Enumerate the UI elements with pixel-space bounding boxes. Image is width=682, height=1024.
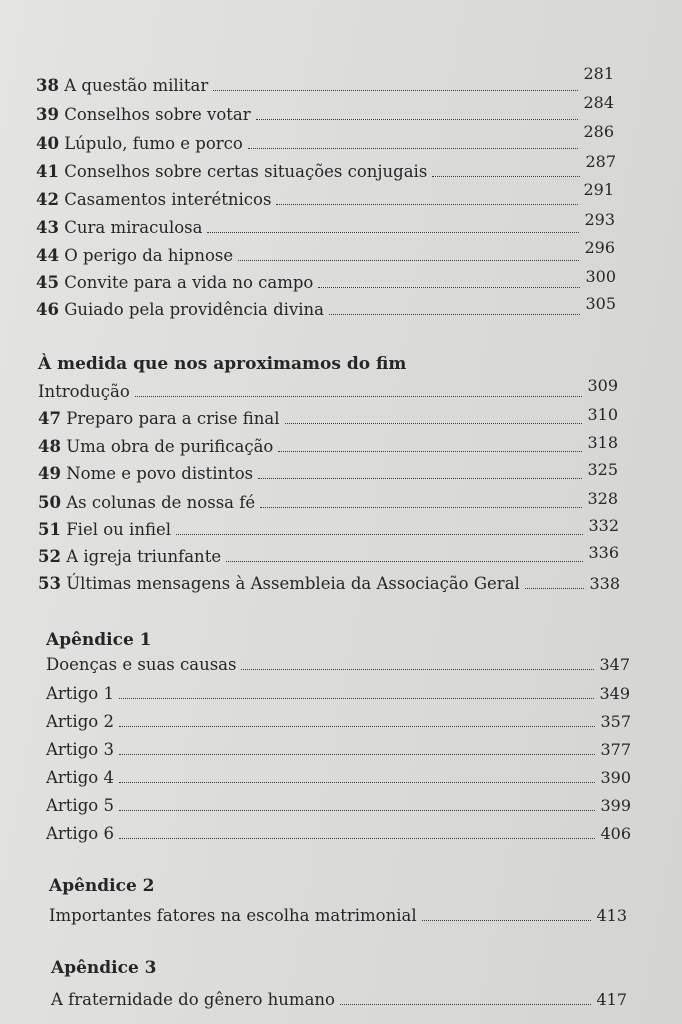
appendix-entry-title: Doenças e suas causas <box>46 655 237 674</box>
page-number: 406 <box>600 824 631 843</box>
appendix-entry-title: Artigo 3 <box>46 740 114 759</box>
toc-entry <box>36 267 616 293</box>
chapter-number: 42 <box>36 190 59 209</box>
dot-leader <box>340 1004 591 1005</box>
dot-leader <box>119 838 596 839</box>
chapter-number: 47 <box>38 409 61 428</box>
chapter-number: 52 <box>38 547 61 566</box>
chapter-title: A igreja triunfante <box>66 547 222 566</box>
chapter-number: 48 <box>38 437 61 456</box>
dot-leader <box>119 754 596 755</box>
dot-leader <box>276 204 578 205</box>
toc-entry <box>36 122 614 154</box>
toc-entry <box>38 518 619 540</box>
toc-entry-label <box>36 218 202 238</box>
dot-leader <box>278 451 582 452</box>
appendix-entry-title: Artigo 1 <box>46 684 114 703</box>
section-heading: À medida que nos aproximamos do fim <box>38 354 407 374</box>
toc-entry-label <box>38 493 255 513</box>
dot-leader <box>226 561 583 562</box>
dot-leader <box>135 396 583 397</box>
chapter-number: 38 <box>36 76 59 95</box>
chapter-title: O perigo da hipnose <box>64 246 234 265</box>
appendix-heading: Apêndice 3 <box>51 958 157 978</box>
toc-entry <box>36 294 616 320</box>
page-number: 347 <box>599 655 630 674</box>
toc-entry <box>51 988 627 1010</box>
page-number: 287 <box>585 152 616 171</box>
chapter-number: 44 <box>36 246 59 265</box>
dot-leader <box>260 507 582 508</box>
toc-entry-label <box>36 134 243 154</box>
page-number: 325 <box>587 460 618 479</box>
page-number: 390 <box>600 768 631 787</box>
dot-leader <box>258 478 582 479</box>
page-number: 399 <box>600 796 631 815</box>
chapter-title: Lúpulo, fumo e porco <box>64 134 243 153</box>
dot-leader <box>119 782 596 783</box>
page-number: 336 <box>588 543 619 562</box>
dot-leader <box>119 810 596 811</box>
page-number: 305 <box>585 294 616 313</box>
toc-entry-label <box>38 547 221 567</box>
page-number: 300 <box>585 267 616 286</box>
toc-entry <box>38 572 620 594</box>
toc-entry <box>36 210 615 238</box>
page-number: 332 <box>588 516 619 535</box>
toc-entry <box>36 152 616 182</box>
chapter-title: Uma obra de purificação <box>66 437 274 456</box>
dot-leader <box>241 669 594 670</box>
dot-leader <box>318 287 580 288</box>
toc-entry <box>38 491 618 513</box>
page-number: 377 <box>600 740 631 759</box>
toc-entry-label <box>38 437 273 457</box>
dot-leader <box>285 423 583 424</box>
toc-entry <box>38 462 618 484</box>
toc-entry-label <box>38 382 130 402</box>
dot-leader <box>213 90 578 91</box>
toc-entry-label <box>38 464 253 484</box>
dot-leader <box>119 726 596 727</box>
toc-entry <box>36 238 615 266</box>
appendix-entry-title: Artigo 6 <box>46 824 114 843</box>
toc-entry <box>36 64 614 96</box>
chapter-title: Cura miraculosa <box>64 218 203 237</box>
toc-entry <box>38 435 618 457</box>
page-number: 349 <box>599 684 630 703</box>
dot-leader <box>432 176 580 177</box>
chapter-number: 49 <box>38 464 61 483</box>
chapter-title: Convite para a vida no campo <box>64 273 314 292</box>
dot-leader <box>119 698 595 699</box>
toc-entry <box>46 710 631 732</box>
appendix-entry-title: Artigo 4 <box>46 768 114 787</box>
chapter-number: 45 <box>36 273 59 292</box>
chapter-title: Casamentos interétnicos <box>64 190 272 209</box>
dot-leader <box>176 534 583 535</box>
toc-entry-label <box>36 162 427 182</box>
chapter-title: Guiado pela providência divina <box>64 300 325 319</box>
page-number: 357 <box>600 712 631 731</box>
dot-leader <box>422 920 592 921</box>
page-number: 296 <box>584 238 615 257</box>
toc-entry-label <box>36 105 251 125</box>
dot-leader <box>525 588 585 589</box>
appendix-entry-title: Artigo 2 <box>46 712 114 731</box>
appendix-entry-title: Artigo 5 <box>46 796 114 815</box>
chapter-number: 40 <box>36 134 59 153</box>
toc-entry <box>46 653 630 675</box>
dot-leader <box>207 232 579 233</box>
page-number: 293 <box>584 210 615 229</box>
toc-entry <box>46 794 631 816</box>
appendix-entry-title: A fraternidade do gênero humano <box>51 990 335 1009</box>
toc-entry <box>36 180 614 210</box>
dot-leader <box>256 119 579 120</box>
appendix-heading: Apêndice 1 <box>46 630 152 650</box>
toc-entry <box>38 376 618 402</box>
toc-entry-label <box>36 246 233 266</box>
toc-entry <box>46 822 631 844</box>
chapter-title: Conselhos sobre votar <box>64 105 251 124</box>
page-number: 328 <box>587 489 618 508</box>
toc-entry <box>38 407 618 429</box>
toc-entry <box>46 766 631 788</box>
toc-entry-label <box>36 190 271 210</box>
toc-entry <box>49 904 627 926</box>
chapter-title: Preparo para a crise final <box>66 409 280 428</box>
page-number: 318 <box>587 433 618 452</box>
toc-entry-label <box>38 409 280 429</box>
chapter-title: Fiel ou infiel <box>66 520 171 539</box>
page-number: 291 <box>583 180 614 199</box>
toc-entry-label <box>36 300 324 320</box>
dot-leader <box>238 260 579 261</box>
toc-entry <box>38 545 619 567</box>
chapter-title: A questão militar <box>64 76 209 95</box>
dot-leader <box>248 148 579 149</box>
chapter-title: As colunas de nossa fé <box>66 493 256 512</box>
chapter-number: 46 <box>36 300 59 319</box>
dot-leader <box>329 314 580 315</box>
toc-entry <box>36 93 614 125</box>
chapter-title: Nome e povo distintos <box>66 464 254 483</box>
appendix-heading: Apêndice 2 <box>49 876 155 896</box>
page-number: 281 <box>583 64 614 83</box>
appendix-entry-title: Importantes fatores na escolha matrimonial <box>49 906 417 925</box>
toc-entry-label <box>38 520 171 540</box>
page-number: 417 <box>596 990 627 1009</box>
page-number: 413 <box>596 906 627 925</box>
chapter-number: 53 <box>38 574 61 593</box>
page-number: 310 <box>587 405 618 424</box>
chapter-number: 41 <box>36 162 59 181</box>
chapter-title: Introdução <box>38 382 130 401</box>
chapter-title: Conselhos sobre certas situações conjugais <box>64 162 428 181</box>
toc-entry <box>46 738 631 760</box>
chapter-number: 43 <box>36 218 59 237</box>
page-number: 286 <box>583 122 614 141</box>
chapter-title: Últimas mensagens à Assembleia da Associação Geral <box>66 574 520 593</box>
page-number: 284 <box>583 93 614 112</box>
toc-entry-label <box>36 76 208 96</box>
page-number: 309 <box>587 376 618 395</box>
toc-entry-label <box>36 273 313 293</box>
chapter-number: 39 <box>36 105 59 124</box>
chapter-number: 51 <box>38 520 61 539</box>
toc-entry-label <box>38 574 520 594</box>
page-number: 338 <box>589 574 620 593</box>
chapter-number: 50 <box>38 493 61 512</box>
toc-entry <box>46 682 630 704</box>
